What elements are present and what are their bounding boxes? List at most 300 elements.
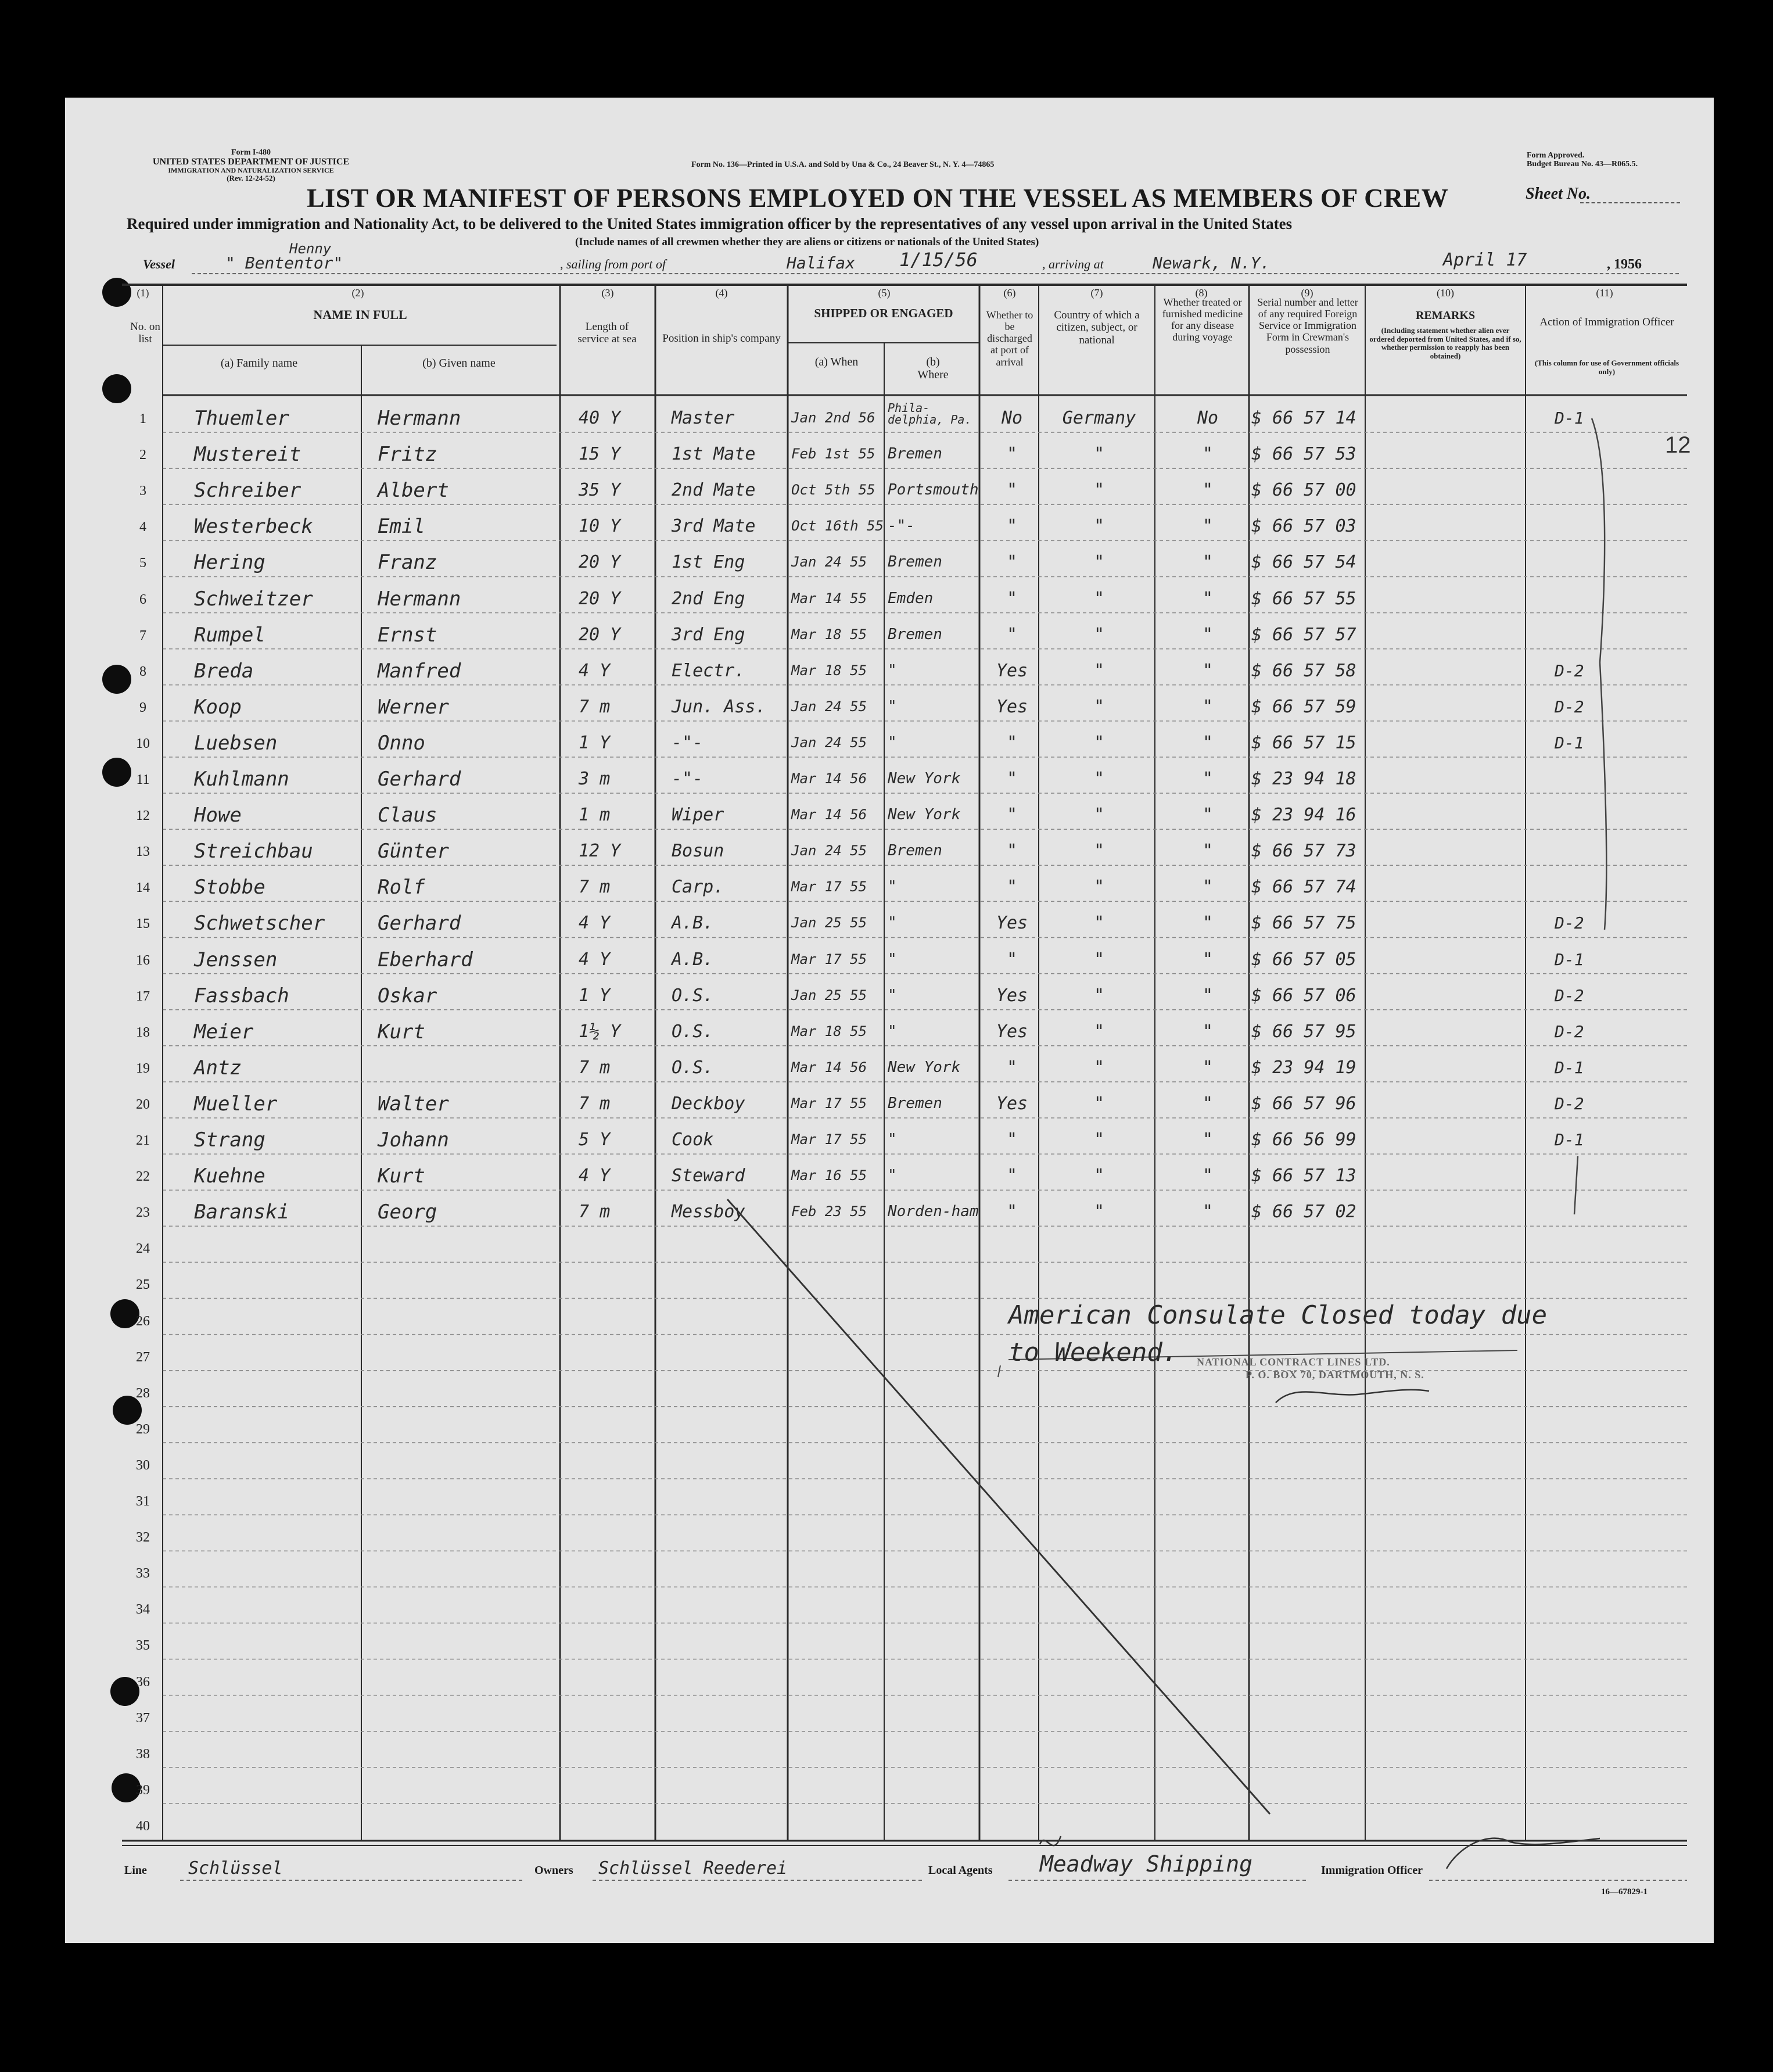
row-number: 23 (136, 1205, 150, 1221)
position-cell: Deckboy (672, 1093, 745, 1114)
serial-cell: $ 66 57 58 (1251, 660, 1356, 681)
serial-cell: $ 66 57 00 (1251, 480, 1356, 501)
discharged-cell: " (1006, 1057, 1018, 1078)
discharged-cell: Yes (996, 1093, 1028, 1114)
length-cell: 5 Y (579, 1130, 611, 1150)
agent-stamp (1197, 1356, 1424, 1381)
where-cell: " (888, 1022, 897, 1040)
where-cell: " (888, 1131, 897, 1148)
when-cell: Mar 18 55 (791, 662, 867, 679)
country-cell: " (1093, 841, 1105, 862)
given-name-cell: Hermann (378, 407, 461, 430)
action-cell: D-2 (1555, 913, 1584, 933)
length-cell: 7 m (579, 1202, 611, 1223)
treated-cell: " (1202, 877, 1214, 898)
where-cell: Emden (888, 589, 934, 607)
row-number: 19 (136, 1060, 150, 1076)
when-cell: Mar 18 55 (791, 626, 867, 643)
discharged-cell: " (1006, 1202, 1018, 1223)
serial-cell: $ 66 57 75 (1251, 913, 1356, 934)
discharged-cell: Yes (996, 660, 1028, 681)
position-cell: A.B. (672, 913, 714, 934)
form-number: Form I-480 (231, 148, 271, 157)
length-cell: 7 m (579, 877, 611, 898)
where-cell: Portsmouth (888, 481, 979, 499)
where-cell: New York (888, 1058, 961, 1076)
treated-cell: " (1202, 1057, 1214, 1078)
header-treated: Whether treated or furnished medicine for any disease during voyage (1162, 296, 1243, 343)
row-number: 8 (139, 664, 146, 679)
family-name-cell: Jenssen (194, 948, 278, 972)
from-port: Halifax (787, 253, 856, 273)
col-number-6: (6) (1003, 287, 1016, 299)
row-number: 35 (136, 1638, 150, 1654)
header-name-in-full: NAME IN FULL (313, 307, 407, 322)
family-name-cell: Thuemler (194, 407, 289, 430)
given-name-cell: Rolf (378, 876, 425, 899)
given-name-cell: Albert (378, 479, 449, 503)
treated-cell: " (1202, 624, 1214, 645)
country-cell: " (1093, 913, 1105, 934)
serial-cell: $ 66 56 99 (1251, 1130, 1356, 1150)
form-code: 16—67829-1 (1601, 1887, 1648, 1897)
family-name-cell: Fassbach (194, 984, 289, 1008)
department-name: UNITED STATES DEPARTMENT OF JUSTICE (152, 156, 350, 167)
row-number: 16 (136, 952, 150, 968)
row-number: 20 (136, 1096, 150, 1112)
consulate-note: American Consulate Closed today due (1008, 1300, 1548, 1330)
vessel-label: Vessel (143, 257, 175, 271)
position-cell: O.S. (672, 1057, 714, 1078)
length-cell: 20 Y (579, 588, 621, 609)
length-cell: 10 Y (579, 516, 621, 537)
treated-cell: " (1202, 1130, 1214, 1150)
owners-value: Schlüssel Reederei (598, 1858, 788, 1879)
discharged-cell: " (1006, 805, 1018, 826)
header-position: Position in ship's company (662, 332, 781, 345)
manifest-subtitle: Required under immigration and Nationality Act, to be delivered to the United States immigration officer by the representatives of any vessel upon arrival in the United States (127, 215, 1293, 232)
approval-line: Form Approved. (1527, 151, 1585, 160)
country-cell: " (1093, 1166, 1105, 1186)
row-number: 32 (136, 1530, 150, 1546)
discharged-cell: Yes (996, 696, 1028, 717)
sail-date: 1/15/56 (899, 249, 978, 271)
discharged-cell: " (1006, 841, 1018, 862)
when-cell: Oct 16th 55 (791, 518, 884, 535)
vessel-correction: Henny (289, 241, 332, 257)
where-cell: " (888, 878, 897, 896)
line-label: Line (124, 1864, 147, 1877)
stamp-line-1: NATIONAL CONTRACT LINES LTD. (1197, 1356, 1390, 1368)
serial-cell: $ 66 57 95 (1251, 1021, 1356, 1042)
position-cell: 1st Eng (672, 552, 745, 573)
family-name-cell: Schreiber (194, 479, 302, 503)
when-cell: Jan 25 55 (791, 915, 867, 931)
where-cell: New York (888, 770, 961, 787)
serial-cell: $ 66 57 06 (1251, 985, 1356, 1006)
col-number-5: (5) (878, 287, 891, 299)
row-number: 18 (136, 1024, 150, 1040)
when-cell: Mar 18 55 (791, 1023, 867, 1039)
family-name-cell: Howe (194, 804, 242, 827)
discharged-cell: " (1006, 480, 1018, 501)
arrival-date: April 17 (1443, 250, 1527, 270)
col-number-10: (10) (1437, 287, 1454, 299)
col-number-8: (8) (1195, 287, 1208, 299)
given-name-cell: Johann (378, 1128, 449, 1152)
country-cell: " (1093, 696, 1105, 717)
position-cell: 2nd Eng (672, 588, 745, 609)
family-name-cell: Schwetscher (194, 912, 325, 935)
owners-label: Owners (534, 1864, 573, 1877)
family-name-cell: Luebsen (194, 731, 278, 755)
length-cell: 7 m (579, 696, 611, 717)
sheet-label: Sheet No. (1526, 185, 1591, 203)
serial-cell: $ 23 94 19 (1251, 1057, 1356, 1078)
family-name-cell: Kuhlmann (194, 768, 289, 791)
country-cell: " (1093, 1130, 1105, 1150)
length-cell: 1½ Y (579, 1021, 621, 1042)
when-cell: Oct 5th 55 (791, 482, 875, 499)
position-cell: Steward (672, 1166, 745, 1186)
sailing-label: , sailing from port of (560, 257, 666, 271)
row-number: 28 (136, 1385, 150, 1401)
family-name-cell: Stobbe (194, 876, 265, 899)
action-cell: D-2 (1555, 697, 1584, 716)
serial-cell: $ 66 57 15 (1251, 732, 1356, 753)
where-cell: Bremen (888, 625, 942, 643)
treated-cell: " (1202, 1202, 1214, 1223)
where-cell: Norden-ham (888, 1203, 979, 1221)
given-name-cell: Georg (378, 1200, 437, 1224)
col-number-7: (7) (1090, 287, 1103, 299)
serial-cell: $ 66 57 53 (1251, 444, 1356, 465)
when-cell: Jan 24 55 (791, 698, 867, 715)
row-number: 33 (136, 1566, 150, 1582)
row-number: 15 (136, 916, 150, 932)
when-cell: Jan 2nd 56 (791, 410, 875, 426)
action-cell: D-2 (1555, 1021, 1584, 1041)
when-cell: Mar 14 56 (791, 806, 867, 823)
discharged-cell: Yes (996, 985, 1028, 1006)
serial-cell: $ 66 57 14 (1251, 408, 1356, 428)
when-cell: Mar 14 55 (791, 590, 867, 607)
country-cell: " (1093, 1021, 1105, 1042)
position-cell: Electr. (672, 660, 745, 681)
where-cell: " (888, 914, 897, 932)
header-given-name: (b) Given name (422, 357, 496, 370)
country-cell: Germany (1062, 408, 1136, 428)
action-cell: D-1 (1555, 408, 1584, 428)
treated-cell: " (1202, 732, 1214, 753)
treated-cell: No (1197, 408, 1219, 428)
header-length-service: Length of service at sea (577, 321, 637, 346)
col-number-9: (9) (1301, 287, 1313, 299)
treated-cell: " (1202, 516, 1214, 537)
header-remarks-note: (Including statement whether alien ever ordered deported from United States, and if so, whether permission to reapply has been obtained) (1369, 326, 1521, 360)
action-cell: D-1 (1555, 733, 1584, 752)
where-cell: Phila-delphia, Pa. (888, 401, 972, 426)
row-number: 30 (136, 1457, 150, 1473)
length-cell: 1 m (579, 805, 611, 826)
position-cell: 2nd Mate (672, 480, 756, 501)
header-action: Action of Immigration Officer (1539, 316, 1674, 328)
serial-cell: $ 66 57 55 (1251, 588, 1356, 609)
serial-cell: $ 23 94 16 (1251, 805, 1356, 826)
header-when: (a) When (814, 356, 859, 368)
row-number: 7 (139, 628, 146, 643)
discharged-cell: " (1006, 444, 1018, 465)
when-cell: Jan 24 55 (791, 554, 867, 571)
length-cell: 20 Y (579, 624, 621, 645)
row-number: 13 (136, 844, 150, 860)
length-cell: 4 Y (579, 1166, 611, 1186)
action-cell: D-2 (1555, 661, 1584, 680)
row-number: 37 (136, 1710, 150, 1726)
row-number: 24 (136, 1241, 150, 1257)
row-number: 11 (136, 772, 150, 787)
family-name-cell: Mustereit (194, 443, 302, 467)
family-name-cell: Rumpel (194, 623, 265, 647)
action-cell: D-1 (1555, 1057, 1584, 1077)
action-cell: D-1 (1555, 949, 1584, 969)
where-cell: " (888, 1167, 897, 1185)
given-name-cell: Ernst (378, 623, 437, 647)
when-cell: Mar 17 55 (791, 1131, 867, 1148)
serial-cell: $ 66 57 96 (1251, 1093, 1356, 1114)
printer-note: Form No. 136—Printed in U.S.A. and Sold by Una & Co., 24 Beaver St., N. Y. 4—74865 (691, 160, 995, 169)
family-name-cell: Kuehne (194, 1164, 265, 1188)
where-cell: Bremen (888, 553, 942, 571)
officer-label: Immigration Officer (1321, 1864, 1423, 1877)
length-cell: 15 Y (579, 444, 621, 465)
when-cell: Mar 17 55 (791, 1095, 867, 1112)
action-cell: D-1 (1555, 1130, 1584, 1149)
country-cell: " (1093, 516, 1105, 537)
family-name-cell: Schweitzer (194, 587, 313, 611)
position-cell: 3rd Mate (672, 516, 756, 537)
where-cell: -"- (888, 517, 915, 535)
header-discharged: Whether to be discharged at port of arrival (986, 309, 1033, 368)
treated-cell: " (1202, 588, 1214, 609)
country-cell: " (1093, 1093, 1105, 1114)
agents-value: Meadway Shipping (1040, 1851, 1253, 1877)
country-cell: " (1093, 985, 1105, 1006)
discharged-cell: " (1006, 1130, 1018, 1150)
when-cell: Feb 1st 55 (791, 446, 875, 463)
country-cell: " (1093, 949, 1105, 970)
header-no-on-list: No. on list (130, 321, 160, 346)
country-cell: " (1093, 1202, 1105, 1223)
serial-cell: $ 66 57 13 (1251, 1166, 1356, 1186)
row-number: 3 (139, 483, 146, 499)
serial-cell: $ 66 57 05 (1251, 949, 1356, 970)
discharged-cell: " (1006, 732, 1018, 753)
discharged-cell: " (1006, 877, 1018, 898)
include-note: (Include names of all crewmen whether they are aliens or citizens or nationals of the United States) (575, 236, 1039, 248)
country-cell: " (1093, 480, 1105, 501)
header-shipped: SHIPPED OR ENGAGED (814, 306, 953, 320)
given-name-cell: Eberhard (378, 948, 473, 972)
action-cell: D-2 (1555, 1094, 1584, 1113)
row-number: 17 (136, 988, 150, 1004)
treated-cell: " (1202, 1021, 1214, 1042)
discharged-cell: " (1006, 624, 1018, 645)
where-cell: Bremen (888, 445, 942, 463)
col-number-4: (4) (715, 287, 728, 299)
given-name-cell: Emil (378, 515, 425, 539)
arriving-label: , arriving at (1042, 257, 1104, 271)
position-cell: -"- (672, 769, 704, 789)
position-cell: 3rd Eng (672, 624, 745, 645)
country-cell: " (1093, 805, 1105, 826)
given-name-cell: Gerhard (378, 912, 461, 935)
where-cell: " (888, 697, 897, 715)
position-cell: Jun. Ass. (672, 696, 766, 717)
given-name-cell: Claus (378, 804, 437, 827)
length-cell: 4 Y (579, 949, 611, 970)
serial-cell: $ 66 57 03 (1251, 516, 1356, 537)
length-cell: 4 Y (579, 660, 611, 681)
when-cell: Mar 17 55 (791, 951, 867, 967)
position-cell: Bosun (672, 841, 724, 862)
row-number: 39 (136, 1782, 150, 1798)
row-number: 29 (136, 1421, 150, 1437)
col-number-11: (11) (1596, 287, 1613, 299)
row-number: 9 (139, 700, 146, 715)
row-number: 25 (136, 1277, 150, 1293)
country-cell: " (1093, 588, 1105, 609)
given-name-cell: Gerhard (378, 768, 461, 791)
treated-cell: " (1202, 913, 1214, 934)
serial-cell: $ 66 57 59 (1251, 696, 1356, 717)
family-name-cell: Strang (194, 1128, 265, 1152)
position-cell: 1st Mate (672, 444, 756, 465)
treated-cell: " (1202, 552, 1214, 573)
given-name-cell: Manfred (378, 659, 461, 683)
row-number: 36 (136, 1674, 150, 1690)
treated-cell: " (1202, 841, 1214, 862)
country-cell: " (1093, 732, 1105, 753)
given-name-cell: Kurt (378, 1164, 425, 1188)
discharged-cell: " (1006, 1166, 1018, 1186)
where-cell: " (888, 950, 897, 968)
col-number-1: (1) (137, 287, 149, 299)
given-name-cell: Fritz (378, 443, 437, 467)
length-cell: 35 Y (579, 480, 621, 501)
header-action-note: (This column for use of Government officials only) (1534, 359, 1679, 376)
when-cell: Mar 14 56 (791, 1059, 867, 1076)
when-cell: Mar 16 55 (791, 1167, 867, 1184)
treated-cell: " (1202, 660, 1214, 681)
row-number: 4 (139, 519, 146, 535)
given-name-cell: Onno (378, 731, 425, 755)
position-cell: Carp. (672, 877, 724, 898)
given-name-cell: Günter (378, 840, 449, 863)
year: , 1956 (1607, 257, 1642, 272)
revision-date: (Rev. 12-24-52) (227, 174, 275, 183)
serial-cell: $ 66 57 74 (1251, 877, 1356, 898)
family-name-cell: Meier (194, 1020, 254, 1044)
treated-cell: " (1202, 1166, 1214, 1186)
length-cell: 7 m (579, 1093, 611, 1114)
col-number-3: (3) (601, 287, 614, 299)
row-number: 12 (136, 808, 150, 824)
header-family-name: (a) Family name (220, 357, 298, 370)
when-cell: Mar 17 55 (791, 879, 867, 895)
family-name-cell: Koop (194, 695, 242, 719)
service-name: IMMIGRATION AND NATURALIZATION SERVICE (168, 166, 334, 175)
discharged-cell: Yes (996, 1021, 1028, 1042)
where-cell: Bremen (888, 842, 942, 860)
family-name-cell: Baranski (194, 1200, 289, 1224)
when-cell: Mar 14 56 (791, 770, 867, 787)
length-cell: 20 Y (579, 552, 621, 573)
row-number: 21 (136, 1133, 150, 1148)
country-cell: " (1093, 1057, 1105, 1078)
where-cell: " (888, 661, 897, 679)
country-cell: " (1093, 877, 1105, 898)
row-number: 14 (136, 880, 150, 896)
page-number: 12 (1665, 432, 1691, 458)
serial-cell: $ 66 57 57 (1251, 624, 1356, 645)
serial-cell: $ 66 57 54 (1251, 552, 1356, 573)
arrival-port: Newark, N.Y. (1153, 253, 1270, 273)
given-name-cell: Walter (378, 1092, 449, 1116)
row-number: 26 (136, 1313, 150, 1329)
position-cell: A.B. (672, 949, 714, 970)
treated-cell: " (1202, 769, 1214, 789)
family-name-cell: Breda (194, 659, 254, 683)
serial-cell: $ 23 94 18 (1251, 769, 1356, 789)
row-number: 6 (139, 592, 146, 607)
family-name-cell: Antz (194, 1056, 242, 1080)
vessel-name: " Bententor" (225, 253, 343, 273)
discharged-cell: " (1006, 588, 1018, 609)
length-cell: 12 Y (579, 841, 621, 862)
treated-cell: " (1202, 480, 1214, 501)
serial-cell: $ 66 57 73 (1251, 841, 1356, 862)
when-cell: Feb 23 55 (791, 1203, 867, 1220)
treated-cell: " (1202, 949, 1214, 970)
treated-cell: " (1202, 1093, 1214, 1114)
where-cell: " (888, 733, 897, 751)
country-cell: " (1093, 552, 1105, 573)
discharged-cell: " (1006, 949, 1018, 970)
family-name-cell: Mueller (194, 1092, 278, 1116)
given-name-cell: Oskar (378, 984, 437, 1008)
position-cell: Cook (672, 1130, 714, 1150)
discharged-cell: No (1001, 408, 1023, 428)
given-name-cell: Franz (378, 551, 437, 575)
length-cell: 7 m (579, 1057, 611, 1078)
country-cell: " (1093, 444, 1105, 465)
treated-cell: " (1202, 696, 1214, 717)
where-cell: Bremen (888, 1094, 942, 1112)
length-cell: 3 m (579, 769, 611, 789)
discharged-cell: " (1006, 769, 1018, 789)
col-number-2: (2) (351, 287, 364, 299)
header-serial: Serial number and letter of any required Foreign Service or Immigration Form in Crewman's possession (1257, 296, 1358, 355)
where-cell: " (888, 986, 897, 1004)
row-number: 10 (136, 736, 150, 751)
budget-bureau-line: Budget Bureau No. 43—R065.5. (1527, 160, 1638, 169)
country-cell: " (1093, 624, 1105, 645)
when-cell: Jan 24 55 (791, 734, 867, 751)
position-cell: Master (672, 408, 735, 428)
header-country: Country of which a citizen, subject, or national (1054, 309, 1140, 346)
length-cell: 1 Y (579, 985, 611, 1006)
